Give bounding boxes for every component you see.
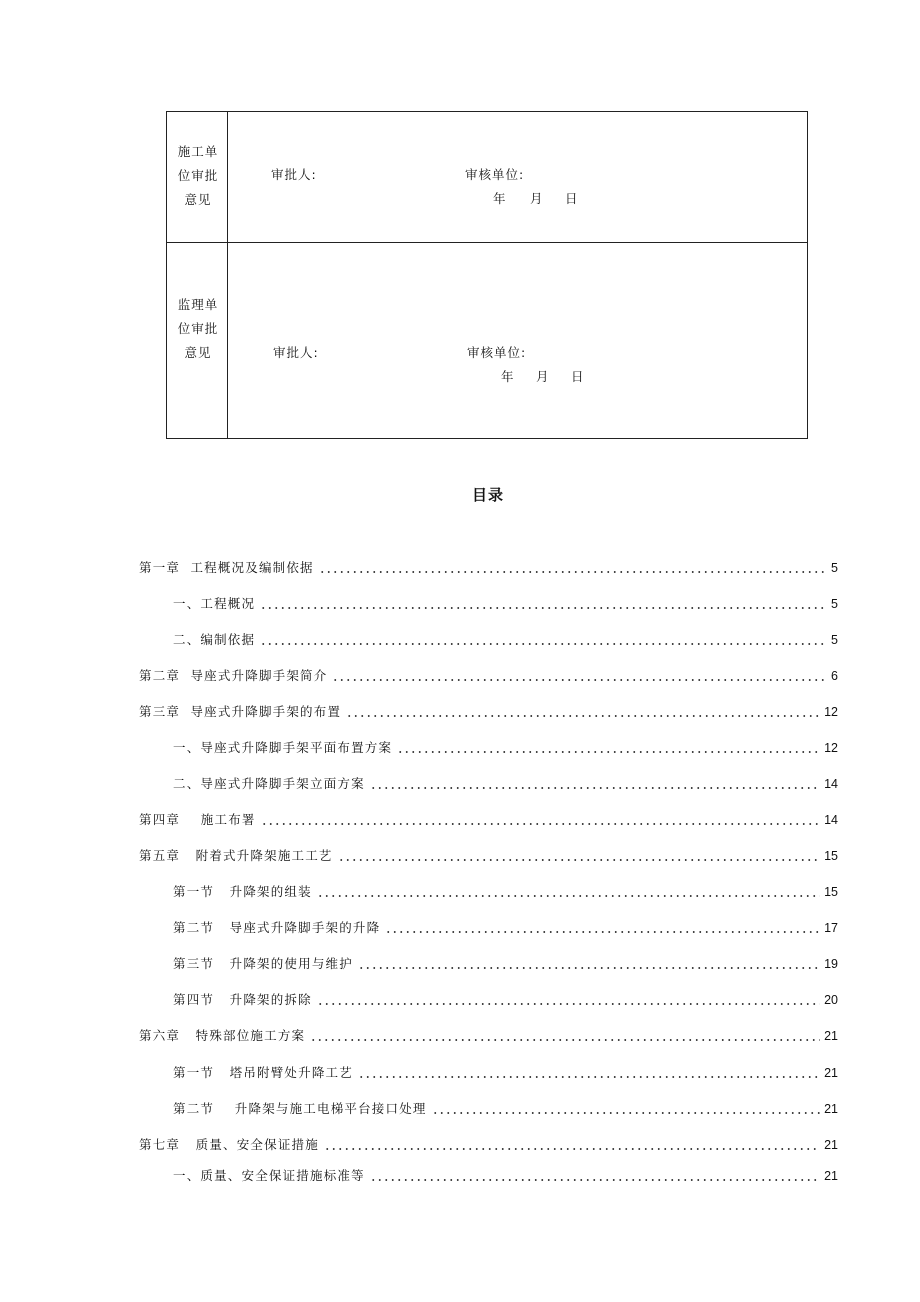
toc-page-number: 15 bbox=[824, 849, 838, 863]
toc-dot-leader bbox=[317, 992, 820, 1006]
toc-dot-leader bbox=[338, 848, 820, 862]
toc-page-number: 21 bbox=[824, 1029, 838, 1043]
date-day: 日 bbox=[565, 191, 578, 206]
row-label-cell bbox=[167, 243, 228, 438]
toc-entry-text: 第七章 质量、安全保证措施 bbox=[139, 1137, 319, 1152]
toc-dot-leader bbox=[317, 884, 820, 898]
toc-dot-leader bbox=[332, 668, 827, 682]
toc-page-number: 14 bbox=[824, 777, 838, 791]
toc-page-number: 21 bbox=[824, 1066, 838, 1080]
toc-entry-text: 第二节 导座式升降脚手架的升降 bbox=[173, 920, 381, 935]
date-month: 月 bbox=[536, 369, 549, 384]
toc-entry[interactable] bbox=[173, 880, 838, 900]
toc-entry-text: 第四节 升降架的拆除 bbox=[173, 992, 312, 1007]
toc-entry[interactable] bbox=[173, 592, 838, 612]
toc-entry[interactable] bbox=[139, 556, 838, 576]
toc-entry[interactable] bbox=[139, 1024, 838, 1044]
toc-entry-text: 第三节 升降架的使用与维护 bbox=[173, 956, 353, 971]
row-label-line: 位审批 bbox=[177, 321, 219, 336]
toc-dot-leader bbox=[358, 956, 820, 970]
date-year: 年 bbox=[493, 191, 506, 206]
toc-entry[interactable] bbox=[173, 772, 838, 792]
row-label bbox=[173, 140, 223, 212]
toc-entry-text: 第六章 特殊部位施工方案 bbox=[139, 1028, 306, 1043]
construction-unit-approval-row bbox=[167, 112, 807, 243]
date-year: 年 bbox=[501, 369, 514, 384]
toc-entry-text: 第三章 导座式升降脚手架的布置 bbox=[139, 704, 342, 719]
toc-dot-leader bbox=[432, 1101, 820, 1115]
row-label-line: 施工单 bbox=[177, 144, 219, 159]
row-label bbox=[173, 293, 223, 365]
toc-page-number: 21 bbox=[824, 1102, 838, 1116]
toc-entry-text: 二、导座式升降脚手架立面方案 bbox=[173, 776, 365, 791]
row-label-cell bbox=[167, 112, 228, 242]
toc-entry[interactable] bbox=[173, 736, 838, 756]
toc-dot-leader bbox=[397, 740, 820, 754]
approver-label: 审批人: bbox=[271, 167, 317, 182]
toc-dot-leader bbox=[310, 1028, 820, 1042]
toc-entry-text: 第一节 塔吊附臂处升降工艺 bbox=[173, 1065, 353, 1080]
toc-page-number: 19 bbox=[824, 957, 838, 971]
toc-entry-text: 第一章 工程概况及编制依据 bbox=[139, 560, 314, 575]
toc-page-number: 14 bbox=[824, 813, 838, 827]
toc-entry[interactable] bbox=[139, 664, 838, 684]
toc-dot-leader bbox=[260, 596, 827, 610]
toc-dot-leader bbox=[324, 1137, 820, 1151]
toc-title: 目录 bbox=[471, 486, 504, 504]
toc-dot-leader bbox=[358, 1065, 820, 1079]
toc-entry-text: 第一节 升降架的组装 bbox=[173, 884, 312, 899]
toc-entry[interactable] bbox=[173, 952, 838, 972]
review-unit-label: 审核单位: bbox=[467, 345, 527, 360]
toc-entry-text: 一、工程概况 bbox=[173, 596, 256, 611]
approval-table bbox=[166, 111, 808, 439]
toc-entry[interactable] bbox=[173, 988, 838, 1008]
toc-dot-leader bbox=[260, 632, 827, 646]
toc-entry[interactable] bbox=[139, 808, 838, 828]
toc-entry[interactable] bbox=[173, 1164, 838, 1184]
toc-dot-leader bbox=[261, 812, 820, 826]
date-month: 月 bbox=[530, 191, 543, 206]
toc-entry[interactable] bbox=[173, 1061, 838, 1081]
toc-entry-text: 第四章 施工布署 bbox=[139, 812, 256, 827]
toc-page-number: 17 bbox=[824, 921, 838, 935]
date-day: 日 bbox=[571, 369, 584, 384]
approver-label: 审批人: bbox=[273, 345, 319, 360]
supervision-unit-approval-row bbox=[167, 243, 807, 438]
review-unit-label: 审核单位: bbox=[465, 167, 525, 182]
toc-entry[interactable] bbox=[139, 1133, 838, 1153]
toc-page-number: 12 bbox=[824, 705, 838, 719]
toc-dot-leader bbox=[319, 560, 827, 574]
toc-entry-text: 一、导座式升降脚手架平面布置方案 bbox=[173, 740, 393, 755]
toc-dot-leader bbox=[370, 776, 820, 790]
row-label-line: 意见 bbox=[184, 345, 212, 360]
toc-page-number: 5 bbox=[831, 561, 838, 575]
toc-entry[interactable] bbox=[173, 628, 838, 648]
toc-page-number: 5 bbox=[831, 633, 838, 647]
toc-page-number: 5 bbox=[831, 597, 838, 611]
toc-page-number: 21 bbox=[824, 1169, 838, 1183]
toc-page-number: 20 bbox=[824, 993, 838, 1007]
row-label-line: 位审批 bbox=[177, 168, 219, 183]
toc-page-number: 21 bbox=[824, 1138, 838, 1152]
toc-page-number: 15 bbox=[824, 885, 838, 899]
toc-entry[interactable] bbox=[173, 916, 838, 936]
toc-page-number: 12 bbox=[824, 741, 838, 755]
toc-entry-text: 第二章 导座式升降脚手架简介 bbox=[139, 668, 328, 683]
toc-dot-leader bbox=[385, 920, 820, 934]
toc-dot-leader bbox=[370, 1168, 820, 1182]
toc-entry[interactable] bbox=[173, 1097, 838, 1117]
toc-entry[interactable] bbox=[139, 700, 838, 720]
toc-dot-leader bbox=[346, 704, 820, 718]
toc-entry-text: 第二节 升降架与施工电梯平台接口处理 bbox=[173, 1101, 427, 1116]
toc-page-number: 6 bbox=[831, 669, 838, 683]
row-label-line: 意见 bbox=[184, 192, 212, 207]
toc-entry[interactable] bbox=[139, 844, 838, 864]
toc-entry-text: 一、质量、安全保证措施标准等 bbox=[173, 1168, 365, 1183]
toc-entry-text: 二、编制依据 bbox=[173, 632, 256, 647]
toc-entry-text: 第五章 附着式升降架施工工艺 bbox=[139, 848, 333, 863]
row-label-line: 监理单 bbox=[177, 297, 219, 312]
